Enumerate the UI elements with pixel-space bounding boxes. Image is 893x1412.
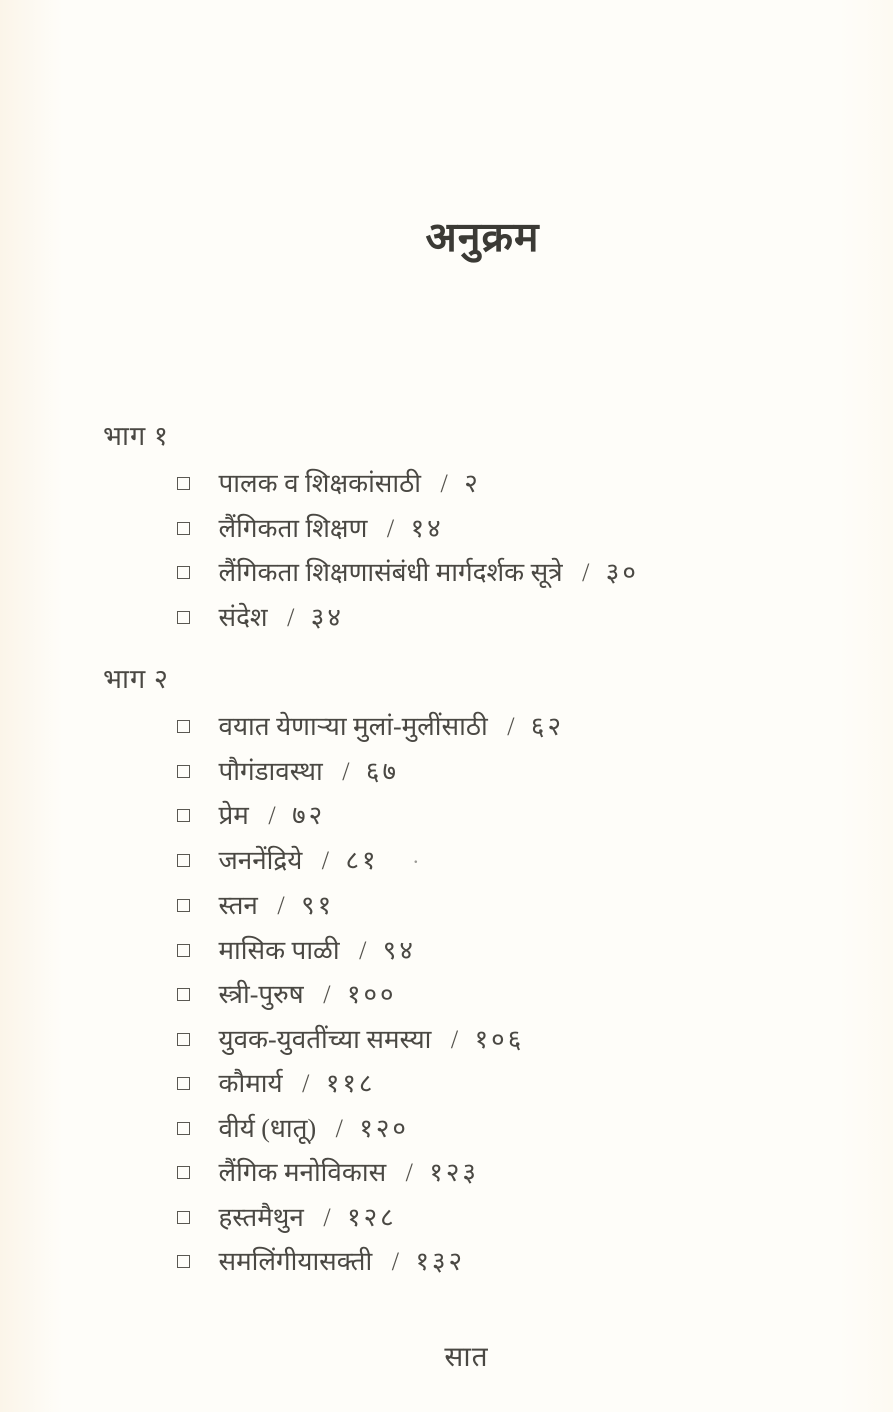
item-separator: /: [268, 801, 276, 830]
square-bullet-icon: [177, 1166, 190, 1179]
item-label: संदेश: [218, 602, 268, 632]
square-bullet-icon: [177, 611, 190, 624]
item-page-number: ८१: [345, 845, 379, 875]
item-label: लैंगिकता शिक्षणासंबंधी मार्गदर्शक सूत्रे: [218, 558, 563, 587]
item-separator: /: [507, 712, 515, 741]
toc-item: [177, 462, 893, 507]
square-bullet-icon: [177, 720, 190, 733]
square-bullet-icon: [177, 765, 190, 778]
item-label: युवक-युवतींच्या समस्या: [218, 1024, 432, 1054]
item-label: वयात येणाऱ्या मुलां-मुलींसाठी: [218, 712, 488, 741]
toc-item: [177, 973, 893, 1018]
section-heading: भाग २: [103, 664, 169, 694]
page-number-label: सात: [444, 1342, 489, 1373]
item-page-number: १००: [346, 980, 397, 1009]
print-speck-artifact: ·: [412, 848, 420, 874]
toc-item: [177, 884, 893, 929]
item-page-number: ६७: [365, 756, 399, 786]
item-label: कौमार्य: [218, 1069, 283, 1098]
square-bullet-icon: [177, 988, 190, 1001]
square-bullet-icon: [177, 809, 190, 822]
item-label: प्रेम: [218, 801, 249, 830]
toc-item: [177, 1196, 893, 1241]
item-page-number: ३०: [605, 558, 639, 587]
item-label: लैंगिक मनोविकास: [218, 1158, 387, 1187]
toc-item: [177, 794, 893, 839]
item-separator: /: [323, 980, 331, 1009]
item-separator: /: [302, 1069, 310, 1098]
item-separator: /: [582, 558, 590, 587]
toc-item: [177, 929, 893, 974]
item-page-number: ११८: [325, 1069, 376, 1098]
item-label: स्त्री-पुरुष: [218, 980, 304, 1009]
section-heading: भाग १: [103, 421, 169, 451]
item-separator: /: [386, 513, 395, 543]
item-label: समलिंगीयासक्ती: [218, 1247, 373, 1276]
item-page-number: १२०: [359, 1113, 409, 1143]
toc-item: [177, 1107, 893, 1152]
item-page-number: ७२: [292, 801, 326, 830]
square-bullet-icon: [177, 944, 190, 957]
toc-item: [177, 596, 893, 641]
item-page-number: १४: [410, 513, 444, 543]
item-page-number: १२८: [347, 1202, 397, 1232]
square-bullet-icon: [177, 1033, 190, 1046]
item-page-number: ३४: [310, 602, 344, 632]
toc-sections: [0, 413, 893, 1285]
item-page-number: १०६: [474, 1024, 525, 1054]
item-separator: /: [342, 756, 350, 786]
item-label: लैंगिकता शिक्षण: [218, 513, 368, 543]
item-label: मासिक पाळी: [218, 935, 340, 965]
toc-item: [177, 750, 893, 795]
toc-item: [177, 1018, 893, 1063]
square-bullet-icon: [177, 477, 190, 490]
square-bullet-icon: [177, 854, 190, 867]
square-bullet-icon: [177, 1255, 190, 1268]
section-item-list: [0, 462, 893, 640]
item-separator: /: [440, 469, 448, 498]
square-bullet-icon: [177, 1211, 190, 1224]
toc-item: [177, 1151, 893, 1196]
toc-section: [0, 656, 893, 1285]
square-bullet-icon: [177, 899, 190, 912]
page-title: अनुक्रम: [425, 214, 540, 260]
item-separator: /: [391, 1247, 399, 1276]
toc-item: [177, 839, 893, 885]
item-page-number: ६२: [530, 712, 564, 741]
toc-item: [177, 1062, 893, 1107]
square-bullet-icon: [177, 1077, 190, 1090]
item-separator: /: [287, 602, 295, 632]
item-label: जननेंद्रिये: [218, 845, 303, 875]
item-page-number: १२३: [429, 1158, 479, 1187]
item-separator: /: [405, 1158, 413, 1187]
item-label: वीर्य (धातू): [218, 1113, 317, 1143]
section-item-list: [0, 705, 893, 1285]
item-page-number: २: [464, 469, 481, 498]
item-separator: /: [277, 891, 285, 920]
item-separator: /: [450, 1024, 459, 1054]
item-label: स्तन: [218, 891, 258, 920]
item-separator: /: [323, 1202, 331, 1232]
square-bullet-icon: [177, 566, 190, 579]
toc-item: [177, 551, 893, 596]
toc-item: [177, 507, 893, 552]
item-page-number: ९१: [301, 891, 335, 920]
square-bullet-icon: [177, 522, 190, 535]
square-bullet-icon: [177, 1122, 190, 1135]
item-separator: /: [335, 1113, 343, 1143]
item-separator: /: [359, 935, 367, 965]
item-label: पौगंडावस्था: [218, 756, 323, 786]
toc-item: [177, 705, 893, 750]
item-label: हस्तमैथुन: [218, 1202, 304, 1232]
toc-item: [177, 1240, 893, 1285]
item-page-number: ९४: [382, 935, 416, 965]
toc-section: [0, 413, 893, 640]
item-page-number: १३२: [415, 1247, 466, 1276]
item-separator: /: [321, 845, 330, 875]
item-label: पालक व शिक्षकांसाठी: [218, 469, 421, 498]
